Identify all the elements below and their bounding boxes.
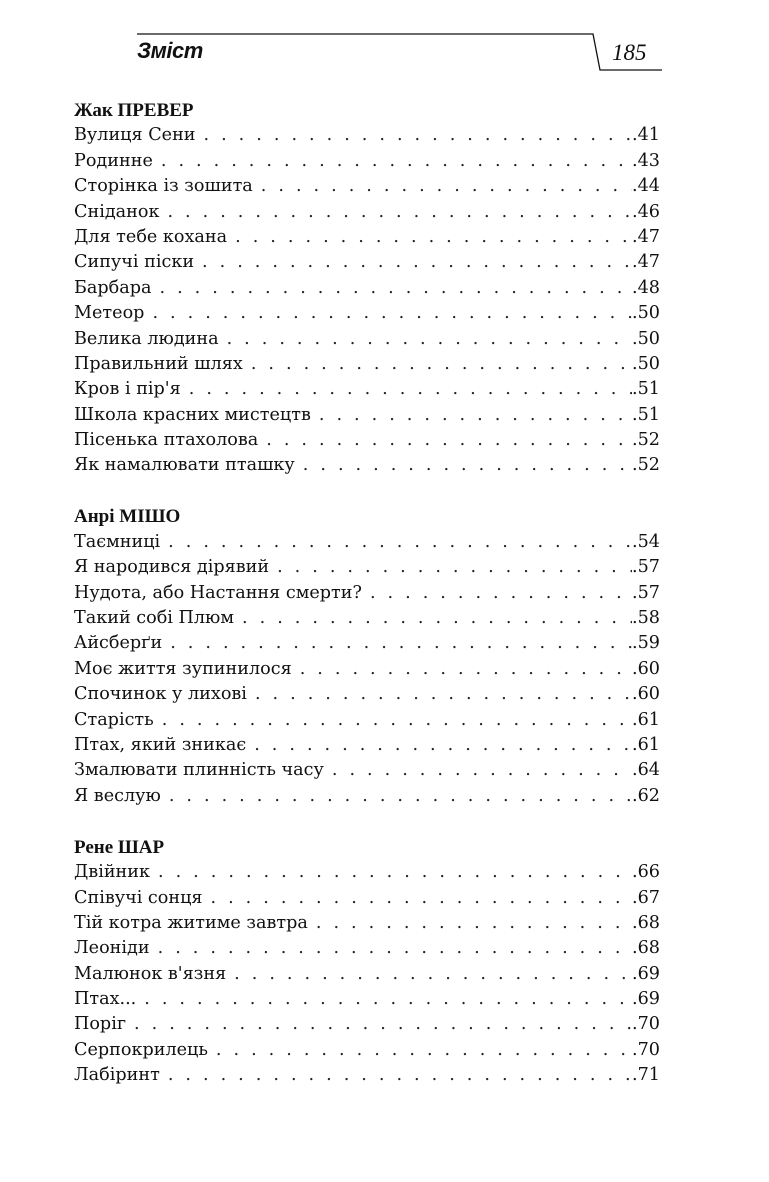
dot-leader	[316, 911, 632, 936]
toc-entry	[74, 377, 660, 402]
toc-entry	[74, 530, 660, 555]
entry-page-number: .47	[632, 226, 660, 247]
section-author: Рене ШАР	[74, 836, 165, 858]
entry-page-number: .51	[632, 404, 660, 425]
toc-entry	[74, 784, 660, 809]
entry-title: Птах...	[74, 989, 137, 1010]
toc-entry	[74, 555, 660, 580]
toc-entry	[74, 581, 660, 606]
entry-title: Кров і пір'я	[74, 379, 181, 400]
entry-page-number: .50	[632, 303, 660, 324]
entry-page-number: .61	[632, 734, 660, 755]
toc-entry	[74, 936, 660, 961]
entry-title: Малюнок в'язня	[74, 963, 227, 984]
entry-page-number: .61	[632, 709, 660, 730]
toc-section	[74, 835, 660, 1089]
dot-leader	[152, 301, 632, 326]
entry-title: Я веслую	[74, 785, 161, 806]
entry-title: Айсберґи	[74, 633, 163, 654]
entry-title: Птах, який зникає	[74, 734, 247, 755]
entry-title: Серпокрилець	[74, 1039, 208, 1060]
entry-title: Поріг	[74, 1014, 127, 1035]
toc-entry	[74, 123, 660, 148]
entry-page-number: .57	[632, 557, 660, 578]
dot-leader	[300, 657, 632, 682]
entry-title: Такий собі Плюм	[74, 608, 235, 629]
toc-entry	[74, 758, 660, 783]
toc-section	[74, 504, 660, 809]
dot-leader	[158, 936, 632, 961]
dot-leader	[211, 886, 633, 911]
entry-title: Родинне	[74, 150, 153, 171]
entry-title: Пісенька птахолова	[74, 430, 259, 451]
dot-leader	[234, 962, 632, 987]
dot-leader	[332, 758, 632, 783]
dot-leader	[303, 453, 632, 478]
entry-title: Я народився дірявий	[74, 557, 270, 578]
entry-page-number: .46	[632, 201, 660, 222]
header-rule	[0, 0, 769, 80]
dot-leader	[160, 276, 633, 301]
toc-entry	[74, 352, 660, 377]
toc-entry	[74, 886, 660, 911]
table-of-contents	[74, 98, 660, 1114]
entry-page-number: .43	[632, 150, 660, 171]
toc-entry	[74, 174, 660, 199]
toc-entry	[74, 327, 660, 352]
dot-leader	[170, 631, 632, 656]
toc-entry	[74, 1012, 660, 1037]
toc-entry	[74, 962, 660, 987]
entry-title: Правильний шлях	[74, 353, 243, 374]
toc-entry	[74, 911, 660, 936]
toc-entry	[74, 149, 660, 174]
entry-page-number: .66	[632, 862, 660, 883]
entry-page-number: .71	[632, 1065, 660, 1086]
dot-leader	[202, 250, 632, 275]
section-author: Анрі МІШО	[74, 506, 181, 528]
dot-leader	[216, 1038, 632, 1063]
entry-title: Метеор	[74, 303, 145, 324]
entry-title: Лабіринт	[74, 1065, 160, 1086]
dot-leader	[235, 225, 632, 250]
toc-entry	[74, 733, 660, 758]
entry-title: Для тебе кохана	[74, 226, 228, 247]
entry-page-number: .60	[632, 684, 660, 705]
entry-title: Моє життя зупинилося	[74, 658, 292, 679]
toc-entry	[74, 987, 660, 1012]
entry-page-number: .52	[632, 430, 660, 451]
entry-page-number: .50	[632, 328, 660, 349]
entry-page-number: .62	[632, 785, 660, 806]
dot-leader	[168, 1063, 632, 1088]
dot-leader	[162, 708, 632, 733]
toc-entry	[74, 657, 660, 682]
page-title: Зміст	[137, 38, 203, 63]
toc-entry	[74, 1063, 660, 1088]
entry-page-number: .70	[632, 1039, 660, 1060]
dot-leader	[161, 149, 632, 174]
entry-title: Сторінка із зошита	[74, 176, 253, 197]
dot-leader	[227, 327, 632, 352]
dot-leader	[251, 352, 632, 377]
dot-leader	[168, 530, 632, 555]
dot-leader	[319, 403, 632, 428]
page-header	[0, 0, 769, 80]
toc-entry	[74, 860, 660, 885]
entry-page-number: .51	[632, 379, 660, 400]
entry-title: Школа красних мистецтв	[74, 404, 311, 425]
entry-page-number: .68	[632, 938, 660, 959]
entry-title: Нудота, або Настання смерти?	[74, 582, 362, 603]
dot-leader	[261, 174, 632, 199]
entry-page-number: .54	[632, 531, 660, 552]
toc-section	[74, 98, 660, 479]
entry-title: Вулиця Сени	[74, 125, 196, 146]
toc-entry	[74, 301, 660, 326]
dot-leader	[242, 606, 632, 631]
toc-entry	[74, 403, 660, 428]
dot-leader	[255, 682, 632, 707]
entry-title: Велика людина	[74, 328, 219, 349]
entry-page-number: .58	[632, 608, 660, 629]
dot-leader	[266, 428, 632, 453]
entry-page-number: .41	[632, 125, 660, 146]
toc-entry	[74, 428, 660, 453]
dot-leader	[370, 581, 632, 606]
dot-leader	[134, 1012, 632, 1037]
toc-entry	[74, 708, 660, 733]
toc-entry	[74, 225, 660, 250]
toc-entry	[74, 200, 660, 225]
entry-page-number: .69	[632, 989, 660, 1010]
entry-title: Сніданок	[74, 201, 160, 222]
entry-page-number: .44	[632, 176, 660, 197]
dot-leader	[254, 733, 632, 758]
entry-page-number: .52	[632, 455, 660, 476]
dot-leader	[189, 377, 632, 402]
entry-title: Сипучі піски	[74, 252, 195, 273]
entry-page-number: .60	[632, 658, 660, 679]
dot-leader	[167, 200, 632, 225]
entry-title: Старість	[74, 709, 154, 730]
toc-entry	[74, 453, 660, 478]
toc-entry	[74, 631, 660, 656]
page-number: 185	[612, 40, 647, 65]
dot-leader	[144, 987, 632, 1012]
entry-page-number: .57	[632, 582, 660, 603]
entry-page-number: .50	[632, 353, 660, 374]
entry-title: Двійник	[74, 862, 151, 883]
entry-page-number: .67	[632, 887, 660, 908]
entry-page-number: .59	[632, 633, 660, 654]
entry-page-number: .47	[632, 252, 660, 273]
dot-leader	[204, 123, 633, 148]
entry-title: Леоніди	[74, 938, 150, 959]
entry-title: Змалювати плинність часу	[74, 760, 324, 781]
entry-page-number: .68	[632, 912, 660, 933]
entry-page-number: .70	[632, 1014, 660, 1035]
toc-entry	[74, 606, 660, 631]
entry-page-number: .69	[632, 963, 660, 984]
entry-title: Співучі сонця	[74, 887, 203, 908]
entry-title: Таємниці	[74, 531, 161, 552]
toc-entry	[74, 682, 660, 707]
toc-entry	[74, 1038, 660, 1063]
entry-title: Спочинок у лихові	[74, 684, 247, 705]
dot-leader	[277, 555, 632, 580]
entry-page-number: .64	[632, 760, 660, 781]
entry-title: Як намалювати пташку	[74, 455, 295, 476]
dot-leader	[158, 860, 632, 885]
toc-entry	[74, 276, 660, 301]
entry-title: Барбара	[74, 277, 152, 298]
dot-leader	[169, 784, 632, 809]
entry-page-number: .48	[632, 277, 660, 298]
section-author: Жак ПРЕВЕР	[74, 100, 194, 121]
entry-title: Тій котра житиме завтра	[74, 912, 308, 933]
toc-entry	[74, 250, 660, 275]
